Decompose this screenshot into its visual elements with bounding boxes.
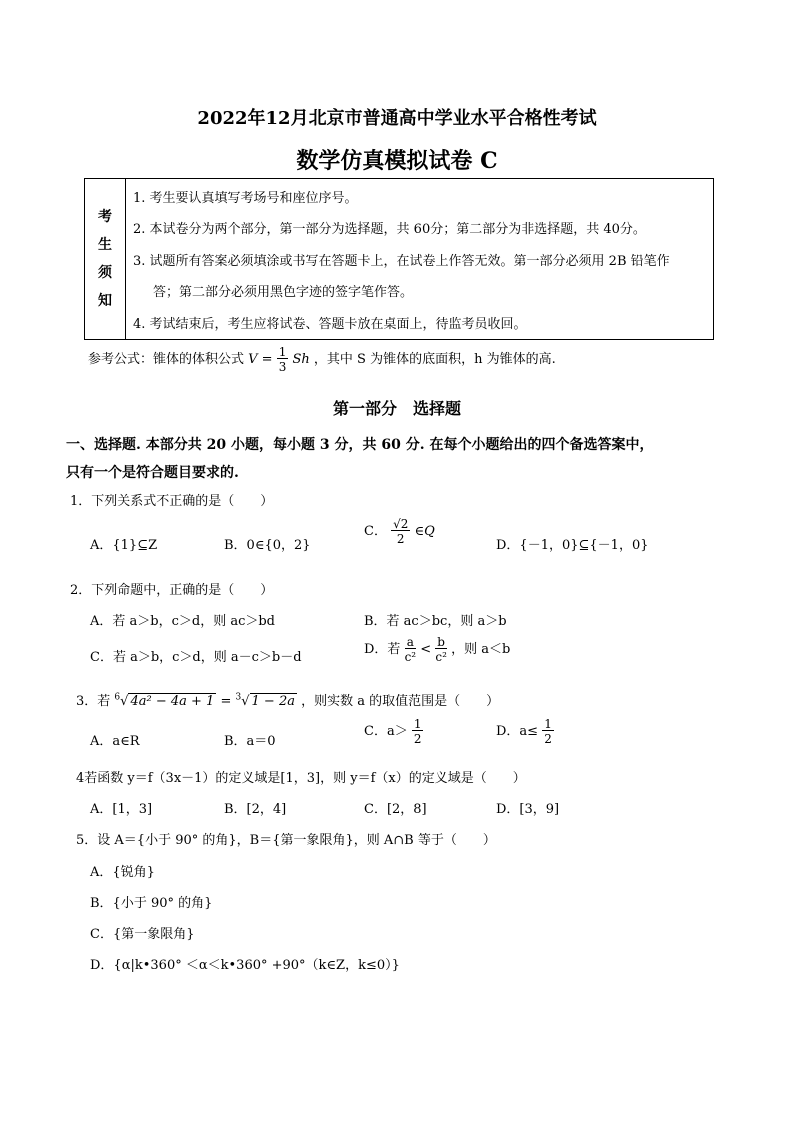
stem-suffix: ，则实数 a 的取值范围是（ ） xyxy=(301,694,500,709)
notice-item: 2. 本试卷分为两个部分，第一部分为选择题，共 60分；第二部分为非选择题，共 40分。 xyxy=(133,222,646,237)
option-label: C． xyxy=(364,524,387,539)
radicand: 1 − 2a xyxy=(251,694,295,709)
reference-formula xyxy=(88,346,556,373)
option-tail: ∈Q xyxy=(414,524,435,539)
notice-item: 1. 考生要认真填写考场号和座位序号。 xyxy=(133,191,358,206)
question-2-stem: 2．下列命题中，正确的是（ ） xyxy=(70,583,274,598)
stem-prefix: 3．若 xyxy=(76,694,111,709)
q3-option-b: B．a＝0 xyxy=(224,734,276,749)
option-fraction xyxy=(405,636,417,663)
q2-option-a: A．若 a＞b，c＞d，则 ac＞bd xyxy=(90,614,276,629)
root-index: 3 xyxy=(235,692,242,703)
fraction-numerator: b xyxy=(437,635,445,649)
q5-option-c: C．{第一象限角} xyxy=(90,927,195,942)
question-5-stem: 5．设 A＝{小于 90° 的角}，B＝{第一象限角}，则 A∩B 等于（ ） xyxy=(76,833,496,848)
q3-option-d xyxy=(496,718,554,745)
notice-label-char: 考 xyxy=(98,209,112,225)
notice-item: 答；第二部分必须用黑色字迹的签字笔作答。 xyxy=(153,285,414,300)
option-label: D．若 xyxy=(364,642,401,657)
option-fraction xyxy=(435,636,447,663)
fraction-numerator: √2 xyxy=(393,517,409,531)
radical-sign: √ xyxy=(120,694,129,709)
formula-fraction xyxy=(277,346,289,373)
option-label: D．a≤ xyxy=(496,724,539,739)
option-fraction xyxy=(412,718,424,745)
notice-item: 3. 试题所有答案必须填涂或书写在答题卡上，在试卷上作答无效。第一部分必须用 2B 铅笔作 xyxy=(133,254,670,269)
formula-lhs: V = xyxy=(248,352,273,367)
root-index: 6 xyxy=(114,692,121,703)
q1-option-b: B．0∈{0，2} xyxy=(224,538,311,553)
fraction-numerator: 1 xyxy=(278,345,287,359)
fraction-denominator: c² xyxy=(435,650,447,664)
equals-sign: = xyxy=(220,694,232,709)
candidate-notice-box xyxy=(84,178,714,340)
fraction-denominator: 3 xyxy=(278,360,287,374)
option-tail: ，则 a＜b xyxy=(451,642,511,657)
section-title: 第一部分 选择题 xyxy=(332,399,461,418)
fraction-denominator: c² xyxy=(404,650,417,664)
q4-option-b: B．[2，4] xyxy=(224,802,287,817)
formula-rhs: Sh xyxy=(292,352,310,367)
notice-label-char: 须 xyxy=(98,265,112,281)
fraction-denominator: 2 xyxy=(544,732,552,746)
q5-option-d: D．{α|k•360° ＜α＜k•360° +90°（k∈Z，k≤0）} xyxy=(90,958,400,973)
fraction-denominator: 2 xyxy=(396,532,405,546)
q3-option-c xyxy=(364,718,423,745)
radical-sign: √ xyxy=(241,694,250,709)
q5-option-a: A．{锐角} xyxy=(90,865,155,880)
q2-option-c: C．若 a＞b，c＞d，则 a－c＞b－d xyxy=(90,650,302,665)
q2-option-d xyxy=(364,636,510,663)
exam-subtitle: 数学仿真模拟试卷 C xyxy=(296,148,498,174)
q4-option-c: C．[2，8] xyxy=(364,802,427,817)
notice-label xyxy=(85,179,126,339)
q3-option-a: A．a∈R xyxy=(90,734,140,749)
instruction-line: 一、选择题. 本部分共 20 小题，每小题 3 分，共 60 分. 在每个小题给出的四个备选答案中， xyxy=(66,437,654,453)
fraction-numerator: 1 xyxy=(413,717,422,731)
q4-option-a: A．[1，3] xyxy=(90,802,153,817)
q1-option-c xyxy=(364,518,435,545)
less-than-sign: < xyxy=(420,642,432,657)
q5-option-b: B．{小于 90° 的角} xyxy=(90,896,213,911)
fraction-numerator: 1 xyxy=(544,717,552,731)
fraction-denominator: 2 xyxy=(413,732,422,746)
q1-option-a: A．{1}⊆Z xyxy=(90,538,158,553)
option-fraction xyxy=(542,718,554,745)
notice-label-char: 知 xyxy=(98,293,112,309)
option-label: C．a＞ xyxy=(364,724,408,739)
formula-prefix: 参考公式：锥体的体积公式 xyxy=(88,352,245,367)
instruction-line: 只有一个是符合题目要求的. xyxy=(66,465,239,481)
fraction-numerator: a xyxy=(405,636,417,649)
notice-item: 4. 考试结束后，考生应将试卷、答题卡放在桌面上，待监考员收回。 xyxy=(133,317,527,332)
q1-option-d: D．{－1，0}⊆{－1，0} xyxy=(496,538,649,553)
question-1-stem: 1．下列关系式不正确的是（ ） xyxy=(70,494,274,509)
q4-option-d: D．[3，9] xyxy=(496,802,560,817)
q2-option-b: B．若 ac＞bc，则 a＞b xyxy=(364,614,507,629)
radicand: 4a² − 4a + 1 xyxy=(130,694,215,709)
question-3-stem xyxy=(76,690,499,709)
question-4-stem: 4若函数 y＝f（3x－1）的定义域是[1，3]，则 y＝f（x）的定义域是（ ） xyxy=(76,771,526,786)
formula-suffix: ，其中 S 为锥体的底面积，h 为锥体的高. xyxy=(313,352,556,367)
exam-title: 2022年12月北京市普通高中学业水平合格性考试 xyxy=(197,108,597,129)
notice-label-char: 生 xyxy=(98,237,112,253)
option-fraction xyxy=(391,518,410,545)
